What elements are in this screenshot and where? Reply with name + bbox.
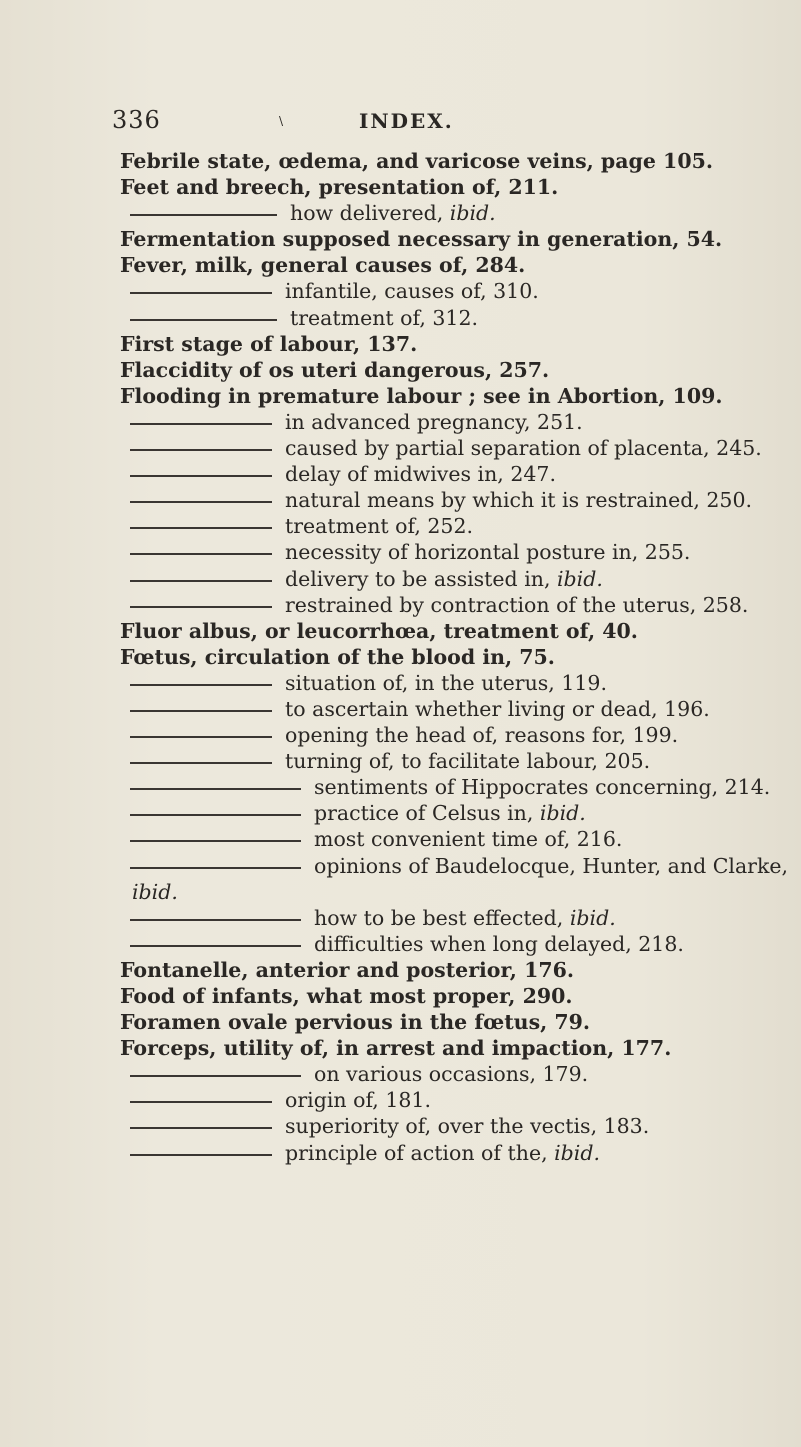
index-entry <box>120 200 800 226</box>
index-entry <box>120 644 800 670</box>
index-entry <box>120 826 800 852</box>
ditto-rule <box>130 762 272 764</box>
ditto-rule <box>130 553 272 555</box>
entry-text: restrained by contraction of the uterus, 258. <box>285 592 749 617</box>
index-entry <box>120 983 800 1009</box>
entry-text: infantile, causes of, 310. <box>285 279 539 304</box>
entry-text: Fermentation supposed necessary in generation, 54. <box>120 227 723 252</box>
index-entry <box>120 305 800 331</box>
index-entry <box>120 539 800 565</box>
ditto-rule <box>130 867 301 869</box>
entry-text: caused by partial separation of placenta, 245. <box>285 436 762 461</box>
entry-text: First stage of labour, 137. <box>120 331 418 356</box>
ditto-rule <box>130 214 277 216</box>
index-entry <box>120 252 800 278</box>
entry-text: opinions of Baudelocque, Hunter, and Clarke, <box>314 853 789 878</box>
ditto-rule <box>130 292 272 294</box>
ditto-rule <box>130 449 272 451</box>
entry-text: origin of, 181. <box>285 1088 431 1113</box>
printer-mark: \ <box>279 114 284 128</box>
index-entry <box>120 1035 800 1061</box>
index-entry <box>120 1113 800 1139</box>
ditto-rule <box>130 527 272 529</box>
index-entry <box>120 383 800 409</box>
ditto-rule <box>130 919 301 921</box>
entry-text: in advanced pregnancy, 251. <box>285 409 583 434</box>
index-entry <box>120 1140 800 1166</box>
index-entry <box>120 774 800 800</box>
index-entry <box>120 800 800 826</box>
index-entry <box>120 696 800 722</box>
ditto-rule <box>130 580 272 582</box>
ditto-rule <box>130 1101 272 1103</box>
entry-text: natural means by which it is restrained, 250. <box>285 488 753 513</box>
ditto-rule <box>130 1127 272 1129</box>
index-entry <box>120 905 800 931</box>
entry-text: to ascertain whether living or dead, 196. <box>285 696 710 721</box>
ditto-rule <box>130 319 277 321</box>
ditto-rule <box>130 606 272 608</box>
entry-text: superiority of, over the vectis, 183. <box>285 1114 650 1139</box>
entry-text: delivery to be assisted in, ibid. <box>285 566 603 591</box>
entry-text: ibid. <box>132 879 178 904</box>
ditto-rule <box>130 736 272 738</box>
ditto-rule <box>130 1154 272 1156</box>
entry-text: sentiments of Hippocrates concerning, 214. <box>314 775 771 800</box>
ditto-rule <box>130 945 301 947</box>
entry-text: Feet and breech, presentation of, 211. <box>120 175 559 200</box>
entry-text: how delivered, ibid. <box>290 201 496 226</box>
entry-text: delay of midwives in, 247. <box>285 462 556 487</box>
index-entry <box>120 931 800 957</box>
entry-text: principle of action of the, ibid. <box>285 1140 600 1165</box>
index-entry <box>120 722 800 748</box>
index-entry <box>120 670 800 696</box>
index-entry <box>120 957 800 983</box>
index-entry <box>120 513 800 539</box>
entry-text: difficulties when long delayed, 218. <box>314 931 684 956</box>
entry-text: treatment of, 252. <box>285 514 474 539</box>
entry-text: treatment of, 312. <box>290 305 479 330</box>
page-number: 336 <box>112 106 161 134</box>
index-entry <box>120 278 800 304</box>
entry-text: Foramen ovale pervious in the fœtus, 79. <box>120 1010 591 1035</box>
entry-text: how to be best effected, ibid. <box>314 905 616 930</box>
index-entry <box>120 618 800 644</box>
ditto-rule <box>130 684 272 686</box>
index-entries <box>120 148 800 1166</box>
ditto-rule <box>130 814 301 816</box>
index-entry <box>120 226 800 252</box>
entry-text: Food of infants, what most proper, 290. <box>120 984 573 1008</box>
entry-text: on various occasions, 179. <box>314 1062 589 1087</box>
ditto-rule <box>130 1075 301 1077</box>
entry-text: opening the head of, reasons for, 199. <box>285 723 679 748</box>
index-entry <box>120 435 800 461</box>
index-entry <box>120 331 800 357</box>
entry-text: Fontanelle, anterior and posterior, 176. <box>120 957 574 982</box>
index-entry <box>120 1061 800 1087</box>
entry-text: Febrile state, œdema, and varicose veins, page 105. <box>120 149 713 173</box>
index-entry <box>120 748 800 774</box>
entry-text: necessity of horizontal posture in, 255. <box>285 540 691 565</box>
entry-text: situation of, in the uterus, 119. <box>285 670 607 695</box>
index-entry <box>120 853 800 879</box>
index-entry <box>120 592 800 618</box>
running-title: INDEX. <box>359 109 454 133</box>
entry-text: Fever, milk, general causes of, 284. <box>120 253 526 278</box>
entry-text: Flaccidity of os uteri dangerous, 257. <box>120 357 550 382</box>
index-entry <box>120 879 800 905</box>
entry-text: Fluor albus, or leucorrhœa, treatment of, 40. <box>120 618 638 643</box>
index-entry <box>120 174 800 200</box>
ditto-rule <box>130 423 272 425</box>
index-entry <box>120 566 800 592</box>
entry-text: practice of Celsus in, ibid. <box>314 801 586 826</box>
ditto-rule <box>130 840 301 842</box>
entry-text: Flooding in premature labour ; see in Abortion, 109. <box>120 383 723 408</box>
ditto-rule <box>130 501 272 503</box>
index-entry <box>120 409 800 435</box>
index-entry <box>120 461 800 487</box>
ditto-rule <box>130 475 272 477</box>
index-entry <box>120 357 800 383</box>
ditto-rule <box>130 788 301 790</box>
index-entry <box>120 487 800 513</box>
entry-text: most convenient time of, 216. <box>314 827 623 852</box>
index-entry <box>120 1009 800 1035</box>
entry-text: Forceps, utility of, in arrest and impaction, 177. <box>120 1036 672 1061</box>
page-header <box>0 106 801 138</box>
entry-text: Fœtus, circulation of the blood in, 75. <box>120 644 555 669</box>
index-entry <box>120 1087 800 1113</box>
entry-text: turning of, to facilitate labour, 205. <box>285 749 651 774</box>
ditto-rule <box>130 710 272 712</box>
index-entry <box>120 148 800 174</box>
